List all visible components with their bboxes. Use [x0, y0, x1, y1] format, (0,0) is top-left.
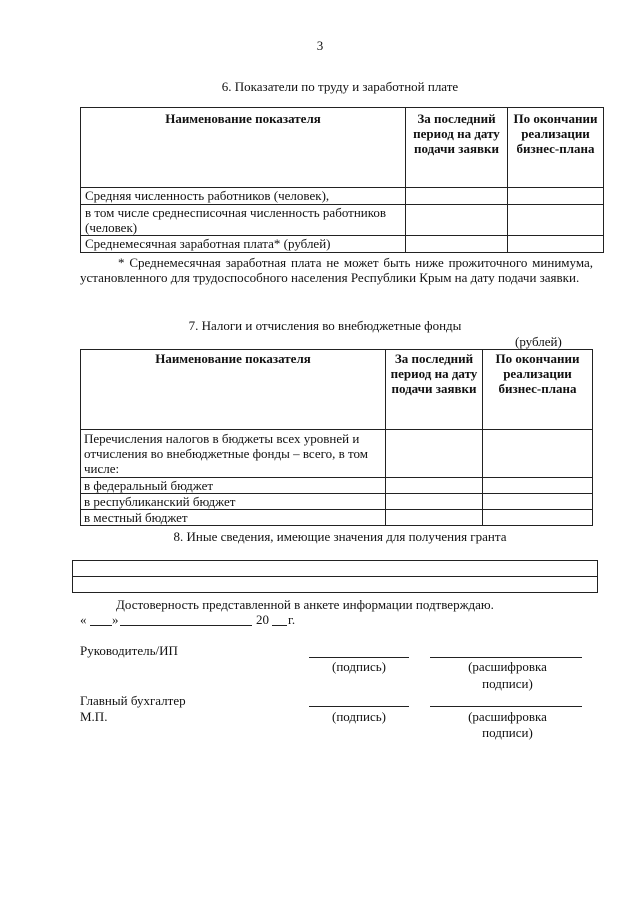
date-open-quote: «	[80, 612, 87, 627]
table-header: За последний период на дату подачи заявки	[406, 108, 508, 188]
table-row	[81, 205, 604, 236]
table-cell-value	[483, 510, 593, 526]
day-blank[interactable]	[90, 612, 112, 626]
year-prefix: 20	[256, 612, 269, 627]
table-row	[81, 494, 593, 510]
table-header: За последний период на дату подачи заявки	[386, 350, 483, 430]
table-cell-label: Средняя численность работников (человек),	[81, 188, 406, 205]
table-header: Наименование показателя	[81, 350, 386, 430]
year-suffix: г.	[288, 612, 296, 627]
table-cell-value	[386, 494, 483, 510]
table-cell-value	[73, 561, 598, 577]
head-decode-caption-line1: (расшифровка	[468, 659, 547, 674]
section7-unit: (рублей)	[515, 334, 562, 349]
table-row	[81, 510, 593, 526]
accountant-decode-field[interactable]	[430, 706, 582, 707]
date-close-quote: »	[112, 612, 119, 627]
table-cell-value	[386, 430, 483, 478]
table-cell-value	[406, 188, 508, 205]
table-cell-label: Среднемесячная заработная плата* (рублей)	[81, 236, 406, 253]
section7-title: 7. Налоги и отчисления во внебюджетные фонды	[188, 318, 462, 333]
table-cell-value	[386, 510, 483, 526]
salary-footnote: * Среднемесячная заработная плата не может быть ниже прожиточного минимума, установленного для трудоспособного населения Республики Крым на дату подачи заявки.	[80, 255, 593, 285]
table-cell-value	[508, 205, 604, 236]
table-cell-value	[406, 205, 508, 236]
table-cell-label: в федеральный бюджет	[81, 478, 386, 494]
table-cell-value	[483, 494, 593, 510]
month-blank[interactable]	[120, 612, 252, 626]
head-label: Руководитель/ИП	[80, 643, 178, 658]
head-decode-field[interactable]	[430, 657, 582, 658]
section6-title: 6. Показатели по труду и заработной плате	[221, 79, 459, 94]
accountant-label: Главный бухгалтер	[80, 693, 186, 708]
table-header: По окончании реализации бизнес-плана	[483, 350, 593, 430]
head-signature-caption: (подпись)	[332, 659, 386, 674]
page-number: 3	[316, 38, 324, 53]
accountant-decode-caption-line1: (расшифровка	[468, 709, 547, 724]
table-row	[81, 188, 604, 205]
table-cell-label: в том числе среднесписочная численность работников (человек)	[81, 205, 406, 236]
year-blank[interactable]	[272, 612, 287, 626]
confirmation-text: Достоверность представленной в анкете информации подтверждаю.	[116, 597, 494, 612]
head-signature-field[interactable]	[309, 657, 409, 658]
table-cell-value	[483, 430, 593, 478]
table-header: Наименование показателя	[81, 108, 406, 188]
table-cell-value	[386, 478, 483, 494]
labor-table	[80, 107, 604, 253]
table-cell-value	[73, 577, 598, 593]
table-cell-label: в местный бюджет	[81, 510, 386, 526]
section8-title: 8. Иные сведения, имеющие значения для получения гранта	[173, 529, 507, 544]
table-row	[73, 577, 598, 593]
table-row	[73, 561, 598, 577]
other-info-table	[72, 560, 598, 593]
table-cell-value	[406, 236, 508, 253]
accountant-decode-caption-line2: подписи)	[482, 725, 533, 740]
date-line	[80, 612, 340, 628]
table-row	[81, 430, 593, 478]
table-cell-label: в республиканский бюджет	[81, 494, 386, 510]
table-cell-value	[508, 236, 604, 253]
table-cell-value	[483, 478, 593, 494]
table-cell-label: Перечисления налогов в бюджеты всех уровней и отчисления во внебюджетные фонды – всего, в том числе:	[81, 430, 386, 478]
head-decode-caption-line2: подписи)	[482, 676, 533, 691]
accountant-signature-field[interactable]	[309, 706, 409, 707]
accountant-signature-caption: (подпись)	[332, 709, 386, 724]
table-header: По окончании реализации бизнес-плана	[508, 108, 604, 188]
taxes-table	[80, 349, 593, 526]
table-cell-value	[508, 188, 604, 205]
stamp-label: М.П.	[80, 709, 108, 724]
table-row	[81, 236, 604, 253]
table-row	[81, 478, 593, 494]
